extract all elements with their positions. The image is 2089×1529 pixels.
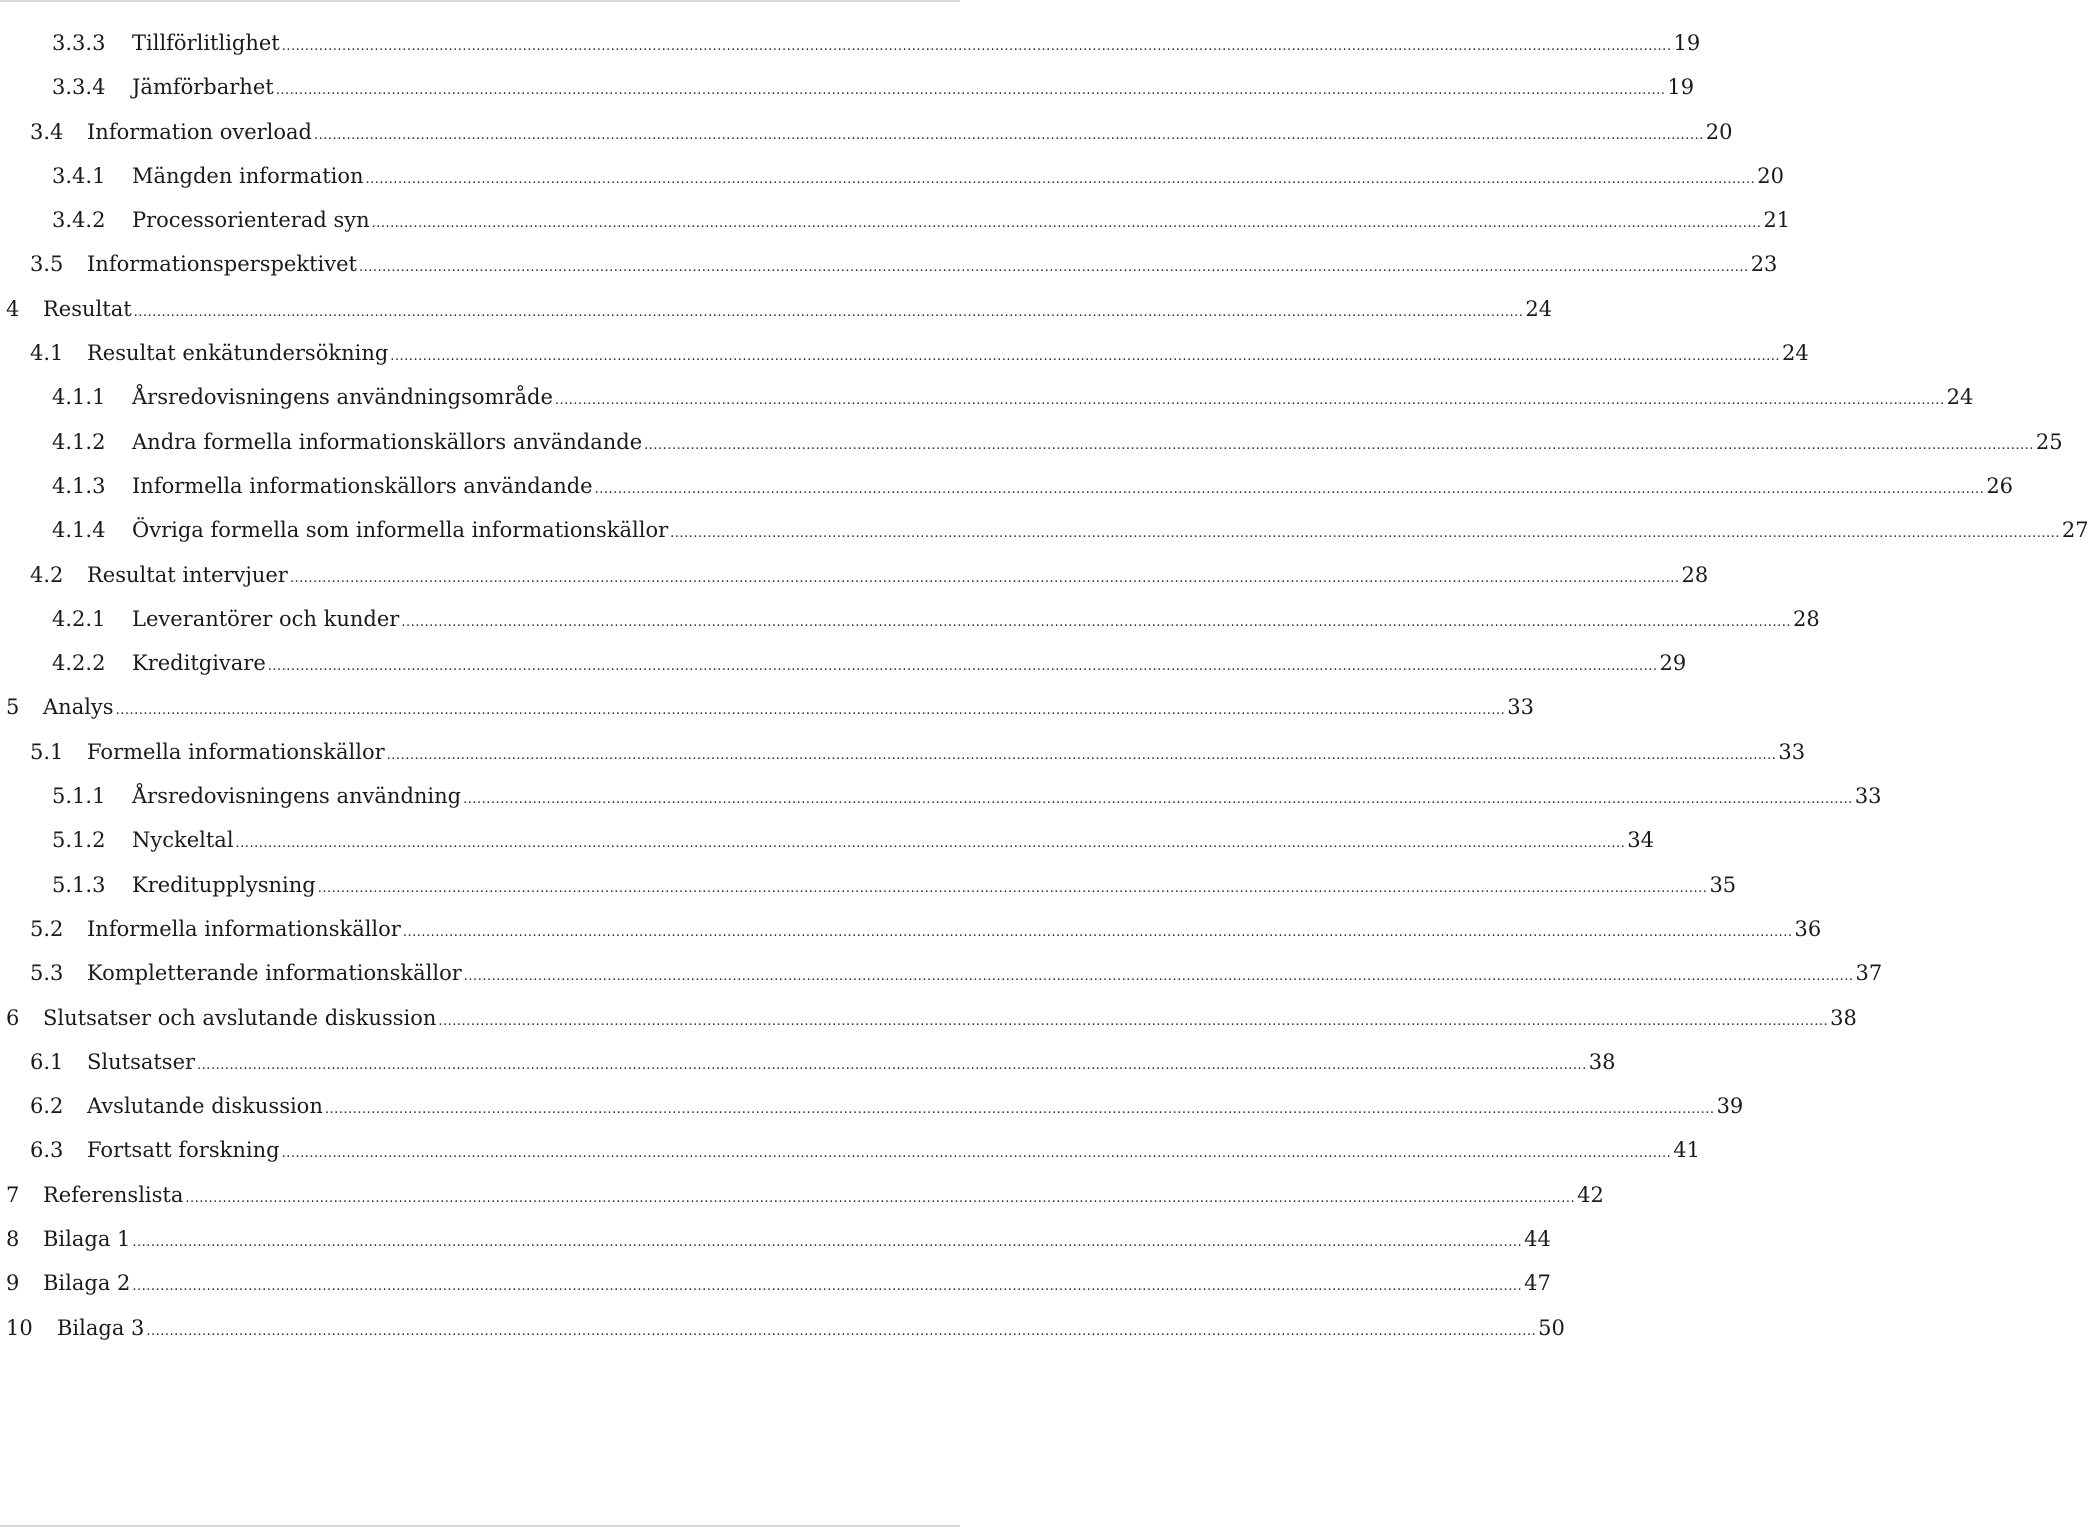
toc-entry-page-number[interactable]: 47 [1524, 1271, 1551, 1296]
toc-dot-leader: ............................................................................................................................................................................................................................................................................................................ [371, 216, 1762, 232]
toc-entry-title[interactable]: Kreditgivare [132, 651, 266, 676]
toc-entry-title[interactable]: Informationsperspektivet [87, 252, 357, 277]
toc-dot-leader: ............................................................................................................................................................................................................................................................................................................ [317, 880, 1708, 896]
toc-entry-number: 4.1.4 [52, 518, 106, 543]
toc-entry-number: 3.5 [30, 252, 64, 277]
toc-entry[interactable] [0, 508, 2089, 552]
toc-entry-page-number[interactable]: 37 [1855, 961, 1883, 986]
toc-entry[interactable] [0, 597, 1820, 641]
toc-entry-number: 6.3 [30, 1138, 64, 1163]
toc-entry-number: 4.1.1 [52, 385, 106, 410]
toc-entry[interactable] [0, 464, 2014, 508]
toc-entry[interactable] [0, 65, 1695, 109]
toc-entry-number: 5.3 [30, 961, 64, 986]
toc-entry[interactable] [0, 907, 1822, 951]
toc-entry[interactable] [0, 331, 1809, 375]
toc-entry-title[interactable]: Avslutande diskussion [87, 1094, 323, 1119]
toc-entry-page-number[interactable]: 20 [1705, 119, 1733, 144]
toc-entry-title[interactable]: Kompletterande informationskällor [87, 961, 462, 986]
toc-entry-page-number[interactable]: 42 [1577, 1182, 1604, 1207]
toc-entry-number: 5.1.2 [52, 828, 106, 853]
toc-entry-number: 4 [6, 296, 20, 321]
toc-entry-title[interactable]: Fortsatt forskning [87, 1138, 280, 1163]
toc-dot-leader: ............................................................................................................................................................................................................................................................................................................ [670, 526, 2060, 542]
toc-entry-title[interactable]: Årsredovisningens användning [132, 784, 462, 809]
toc-entry[interactable] [0, 242, 1778, 286]
toc-entry-title[interactable]: Nyckeltal [132, 828, 234, 853]
toc-entry-number: 3.3.4 [52, 75, 106, 100]
toc-entry-title[interactable]: Informella informationskällor [87, 916, 401, 941]
toc-entry-title[interactable]: Bilaga 3 [57, 1315, 145, 1340]
toc-entry[interactable] [0, 996, 1857, 1040]
toc-dot-leader: ............................................................................................................................................................................................................................................................................................................ [115, 703, 1506, 719]
toc-dot-leader: ............................................................................................................................................................................................................................................................................................................ [644, 437, 2034, 453]
toc-entry[interactable] [0, 1128, 1700, 1172]
toc-entry-page-number[interactable]: 19 [1673, 31, 1701, 55]
toc-entry-number: 9 [6, 1271, 20, 1296]
toc-entry[interactable] [0, 1261, 1551, 1305]
toc-entry-title[interactable]: Leverantörer och kunder [132, 606, 400, 631]
toc-dot-leader: ............................................................................................................................................................................................................................................................................................................ [235, 836, 1626, 852]
toc-entry-page-number[interactable]: 50 [1538, 1315, 1565, 1340]
toc-entry-title[interactable]: Information overload [87, 119, 313, 144]
page-bottom-border [0, 1525, 960, 1527]
toc-entry[interactable] [0, 1217, 1551, 1261]
toc-dot-leader: ............................................................................................................................................................................................................................................................................................................ [401, 614, 1792, 630]
toc-entry-page-number[interactable]: 41 [1673, 1138, 1700, 1163]
toc-entry[interactable] [0, 553, 1709, 597]
toc-entry-title[interactable]: Bilaga 2 [43, 1271, 131, 1296]
toc-dot-leader: ............................................................................................................................................................................................................................................................................................................ [267, 659, 1658, 675]
toc-entry-title[interactable]: Andra formella informationskällors användande [132, 429, 643, 454]
toc-entry-page-number[interactable]: 19 [1667, 75, 1695, 100]
toc-entry[interactable] [0, 863, 1737, 907]
toc-entry[interactable] [0, 198, 1791, 242]
toc-entry-page-number[interactable]: 33 [1854, 784, 1882, 809]
toc-entry[interactable] [0, 1173, 1604, 1217]
toc-entry-number: 4.1 [30, 341, 64, 366]
toc-entry[interactable] [0, 375, 1974, 419]
toc-entry-number: 4.1.2 [52, 429, 106, 454]
toc-entry-page-number[interactable]: 26 [1986, 473, 2014, 498]
toc-entry-page-number[interactable]: 20 [1757, 163, 1784, 188]
toc-dot-leader: ............................................................................................................................................................................................................................................................................................................ [594, 481, 1985, 497]
toc-dot-leader: ............................................................................................................................................................................................................................................................................................................ [281, 39, 1672, 54]
toc-entry-page-number[interactable]: 34 [1627, 828, 1654, 853]
toc-entry-number: 3.3.3 [52, 31, 106, 55]
toc-entry-title[interactable]: Tillförlitlighet [132, 31, 280, 55]
toc-entry-page-number[interactable]: 28 [1681, 562, 1709, 587]
toc-dot-leader: ............................................................................................................................................................................................................................................................................................................ [438, 1013, 1829, 1029]
toc-entry[interactable] [0, 685, 1535, 729]
toc-dot-leader: ............................................................................................................................................................................................................................................................................................................ [324, 1102, 1715, 1118]
toc-entry-number: 6.2 [30, 1094, 64, 1119]
toc-entry-number: 5.1.1 [52, 784, 106, 809]
toc-entry-number: 3.4 [30, 119, 64, 144]
toc-entry-title[interactable]: Resultat intervjuer [87, 562, 288, 587]
toc-dot-leader: ............................................................................................................................................................................................................................................................................................................ [275, 83, 1666, 99]
toc-entry-number: 4.2 [30, 562, 64, 587]
toc-entry-title[interactable]: Resultat [43, 296, 132, 321]
toc-dot-leader: ............................................................................................................................................................................................................................................................................................................ [132, 1235, 1523, 1251]
toc-entry-page-number[interactable]: 29 [1659, 651, 1687, 676]
toc-entry-title[interactable]: Informella informationskällors användande [132, 473, 593, 498]
toc-dot-leader: ............................................................................................................................................................................................................................................................................................................ [289, 570, 1680, 586]
toc-dot-leader: ............................................................................................................................................................................................................................................................................................................ [132, 1279, 1523, 1295]
toc-entry-title[interactable]: Analys [43, 695, 114, 720]
toc-entry-page-number[interactable]: 24 [1781, 341, 1809, 366]
toc-entry-title[interactable]: Formella informationskällor [87, 739, 385, 764]
toc-entry-number: 5.2 [30, 916, 64, 941]
toc-entry[interactable] [0, 951, 1883, 995]
toc-entry-number: 5.1 [30, 739, 64, 764]
toc-entry-page-number[interactable]: 23 [1750, 252, 1778, 277]
toc-entry[interactable] [0, 1084, 1744, 1128]
toc-entry-number: 6 [6, 1005, 20, 1030]
toc-entry-page-number[interactable]: 28 [1793, 606, 1820, 631]
toc-entry-number: 4.2.2 [52, 651, 106, 676]
toc-entry-title[interactable]: Slutsatser [87, 1049, 196, 1074]
toc-entry[interactable] [0, 21, 1701, 65]
toc-dot-leader: ............................................................................................................................................................................................................................................................................................................ [133, 304, 1524, 320]
toc-entry-page-number[interactable]: 38 [1588, 1049, 1616, 1074]
table-of-contents [0, 21, 2089, 1350]
toc-entry[interactable] [0, 641, 1687, 685]
toc-entry-page-number[interactable]: 33 [1778, 739, 1806, 764]
toc-entry[interactable] [0, 730, 1806, 774]
toc-entry-page-number[interactable]: 25 [2035, 429, 2063, 454]
toc-entry-title[interactable]: Processorienterad syn [132, 208, 370, 233]
toc-dot-leader: ............................................................................................................................................................................................................................................................................................................ [390, 349, 1780, 365]
toc-dot-leader: ............................................................................................................................................................................................................................................................................................................ [386, 747, 1777, 763]
toc-entry[interactable] [0, 110, 1733, 154]
toc-entry-title[interactable]: Kreditupplysning [132, 872, 316, 897]
toc-entry-page-number[interactable]: 33 [1507, 695, 1535, 720]
toc-entry[interactable] [0, 1040, 1616, 1084]
toc-entry-number: 10 [6, 1315, 33, 1340]
toc-dot-leader: ............................................................................................................................................................................................................................................................................................................ [554, 393, 1945, 409]
toc-dot-leader: ............................................................................................................................................................................................................................................................................................................ [197, 1057, 1587, 1073]
toc-dot-leader: ............................................................................................................................................................................................................................................................................................................ [358, 260, 1749, 276]
toc-entry-page-number[interactable]: 21 [1763, 208, 1791, 233]
toc-entry-page-number[interactable]: 27 [2061, 518, 2089, 543]
toc-entry-number: 3.4.1 [52, 163, 106, 188]
toc-entry-title[interactable]: Mängden information [132, 163, 364, 188]
toc-entry-title[interactable]: Årsredovisningens användningsområde [132, 385, 553, 410]
toc-entry[interactable] [0, 1306, 1565, 1350]
toc-entry-number: 3.4.2 [52, 208, 106, 233]
toc-dot-leader: ............................................................................................................................................................................................................................................................................................................ [314, 127, 1704, 143]
toc-entry-page-number[interactable]: 35 [1709, 872, 1737, 897]
toc-entry-title[interactable]: Slutsatser och avslutande diskussion [43, 1005, 437, 1030]
toc-dot-leader: ............................................................................................................................................................................................................................................................................................................ [365, 171, 1756, 187]
toc-entry-page-number[interactable]: 24 [1525, 296, 1553, 321]
toc-entry-number: 5.1.3 [52, 872, 106, 897]
toc-entry-page-number[interactable]: 24 [1946, 385, 1974, 410]
toc-dot-leader: ............................................................................................................................................................................................................................................................................................................ [402, 924, 1793, 940]
toc-entry[interactable] [0, 818, 1654, 862]
toc-entry[interactable] [0, 154, 1784, 198]
page-top-border [0, 0, 960, 2]
toc-dot-leader: ............................................................................................................................................................................................................................................................................................................ [463, 969, 1854, 985]
toc-entry-number: 5 [6, 695, 20, 720]
toc-entry[interactable] [0, 420, 2063, 464]
toc-entry-page-number[interactable]: 44 [1524, 1227, 1551, 1252]
toc-entry-page-number[interactable]: 38 [1830, 1005, 1857, 1030]
toc-dot-leader: ............................................................................................................................................................................................................................................................................................................ [281, 1146, 1672, 1162]
toc-entry[interactable] [0, 287, 1553, 331]
toc-entry-title[interactable]: Resultat enkätundersökning [87, 341, 389, 366]
toc-entry-number: 8 [6, 1227, 20, 1252]
toc-dot-leader: ............................................................................................................................................................................................................................................................................................................ [463, 792, 1853, 808]
toc-entry-number: 7 [6, 1182, 20, 1207]
toc-entry[interactable] [0, 774, 1882, 818]
toc-entry-page-number[interactable]: 39 [1716, 1094, 1744, 1119]
toc-entry-title[interactable]: Jämförbarhet [132, 75, 274, 100]
toc-entry-title[interactable]: Övriga formella som informella informationskällor [132, 518, 669, 543]
toc-dot-leader: ............................................................................................................................................................................................................................................................................................................ [185, 1190, 1576, 1206]
toc-entry-number: 6.1 [30, 1049, 64, 1074]
toc-entry-title[interactable]: Bilaga 1 [43, 1227, 131, 1252]
toc-entry-title[interactable]: Referenslista [43, 1182, 184, 1207]
toc-entry-page-number[interactable]: 36 [1794, 916, 1822, 941]
toc-entry-number: 4.2.1 [52, 606, 106, 631]
toc-dot-leader: ............................................................................................................................................................................................................................................................................................................ [146, 1323, 1537, 1339]
toc-entry-number: 4.1.3 [52, 473, 106, 498]
